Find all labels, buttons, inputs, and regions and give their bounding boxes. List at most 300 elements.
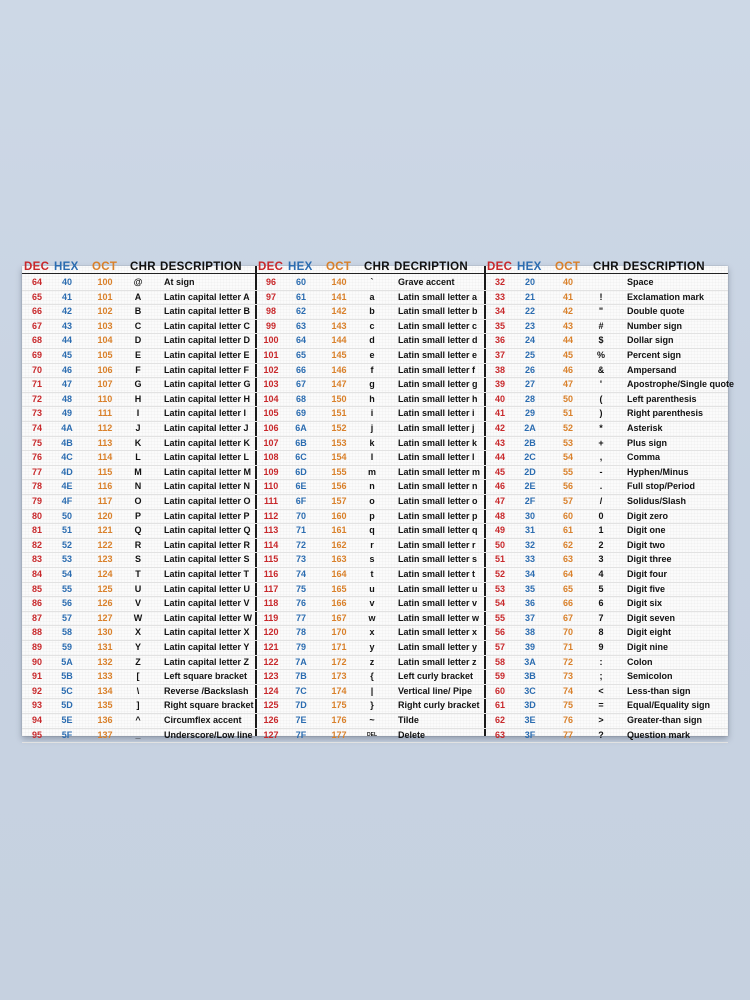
cell-dec: 46 — [494, 481, 505, 492]
cell-dec: 126 — [263, 715, 279, 725]
cell-dec: 54 — [494, 598, 505, 609]
cell-chr: x — [369, 627, 375, 638]
cell-chr: d — [369, 335, 375, 346]
cell-oct: 117 — [97, 496, 113, 506]
cell-chr: * — [599, 423, 603, 433]
cell-chr: + — [598, 437, 604, 448]
cell-chr: U — [134, 583, 142, 594]
cell-description: Ampersand — [627, 364, 677, 375]
cell-chr: ` — [370, 277, 374, 287]
cell-dec: 100 — [263, 335, 279, 346]
cell-chr: % — [596, 350, 605, 360]
cell-dec: 34 — [494, 306, 505, 317]
cell-description: Comma — [627, 452, 661, 463]
cell-hex: 76 — [295, 598, 306, 609]
cell-chr: ] — [136, 700, 140, 711]
cell-description: Digit six — [627, 598, 663, 609]
cell-oct: 46 — [562, 364, 573, 375]
cell-hex: 37 — [524, 612, 535, 623]
table-row — [22, 363, 728, 379]
cell-hex: 52 — [61, 539, 72, 550]
cell-chr: O — [134, 496, 142, 506]
cell-dec: 58 — [494, 656, 505, 667]
cell-dec: 122 — [263, 656, 279, 667]
cell-hex: 72 — [295, 539, 306, 550]
cell-chr: ) — [599, 408, 603, 419]
cell-description: Left square bracket — [164, 671, 248, 682]
header-dec: DEC — [24, 261, 50, 273]
cell-description: Latin capital letter L — [164, 452, 250, 463]
cell-chr: & — [597, 364, 605, 375]
cell-description: Grave accent — [398, 277, 455, 287]
cell-description: Latin capital letter T — [164, 569, 250, 579]
cell-dec: 47 — [494, 496, 505, 506]
cell-description: Latin small letter s — [398, 554, 478, 565]
cell-dec: 50 — [494, 539, 505, 550]
table-row — [22, 377, 734, 393]
cell-dec: 53 — [494, 583, 505, 594]
cell-dec: 38 — [494, 364, 505, 375]
cell-dec: 72 — [31, 393, 42, 404]
cell-oct: 162 — [331, 539, 347, 550]
cell-hex: 49 — [61, 408, 72, 419]
cell-dec: 37 — [494, 350, 505, 360]
cell-oct: 177 — [331, 729, 347, 740]
cell-chr: : — [599, 656, 603, 667]
table-row — [22, 728, 728, 744]
cell-oct: 62 — [562, 539, 573, 550]
cell-dec: 78 — [31, 481, 42, 492]
cell-chr: E — [134, 350, 141, 360]
header-description: DESCRIPTION — [160, 261, 242, 273]
cell-dec: 112 — [263, 510, 279, 521]
cell-description: Latin capital letter N — [164, 481, 251, 492]
cell-oct: 115 — [97, 466, 113, 477]
cell-description: Latin capital letter J — [164, 423, 249, 433]
cell-oct: 110 — [97, 393, 113, 404]
cell-hex: 30 — [524, 510, 535, 521]
cell-dec: 124 — [263, 685, 279, 696]
table-row — [22, 275, 728, 291]
cell-description: Latin capital letter A — [164, 291, 250, 302]
cell-dec: 116 — [263, 569, 279, 579]
cell-hex: 73 — [295, 554, 306, 565]
cell-hex: 3C — [524, 685, 536, 696]
cell-hex: 7C — [295, 685, 307, 696]
cell-dec: 113 — [263, 525, 279, 536]
cell-dec: 99 — [265, 320, 276, 331]
cell-description: Exclamation mark — [627, 291, 705, 302]
cell-hex: 26 — [524, 364, 535, 375]
table-row — [22, 421, 728, 437]
cell-hex: 67 — [295, 379, 306, 390]
cell-oct: 113 — [97, 437, 113, 448]
cell-dec: 62 — [494, 715, 505, 725]
cell-oct: 42 — [562, 306, 573, 317]
cell-chr: c — [369, 320, 375, 331]
cell-hex: 5A — [61, 656, 73, 667]
cell-chr: " — [598, 306, 604, 317]
cell-hex: 3B — [524, 671, 536, 682]
cell-chr: DEL — [367, 731, 377, 738]
cell-oct: 111 — [97, 408, 113, 419]
cell-hex: 79 — [295, 642, 306, 652]
cell-chr: o — [369, 496, 375, 506]
cell-dec: 68 — [31, 335, 42, 346]
ascii-table-canvas-print — [22, 261, 734, 740]
cell-hex: 47 — [61, 379, 72, 390]
cell-hex: 25 — [524, 350, 535, 360]
cell-hex: 35 — [524, 583, 535, 594]
cell-oct: 122 — [97, 539, 113, 550]
cell-oct: 103 — [97, 320, 113, 331]
table-row — [22, 655, 728, 671]
cell-dec: 79 — [31, 496, 42, 506]
cell-hex: 4D — [61, 466, 73, 477]
cell-oct: 151 — [331, 408, 347, 419]
cell-description: Dollar sign — [627, 335, 674, 346]
cell-dec: 33 — [494, 291, 505, 302]
cell-description: Double quote — [627, 306, 685, 317]
cell-dec: 82 — [31, 539, 42, 550]
cell-description: Latin small letter k — [398, 437, 478, 448]
cell-description: Latin capital letter R — [164, 539, 251, 550]
cell-chr: J — [135, 423, 141, 433]
cell-chr: Z — [135, 656, 141, 667]
cell-dec: 118 — [263, 598, 279, 609]
table-row — [22, 523, 728, 539]
cell-chr: n — [369, 481, 375, 492]
cell-dec: 41 — [494, 408, 505, 419]
table-row — [22, 406, 728, 422]
cell-description: Question mark — [627, 729, 691, 740]
cell-oct: 125 — [97, 583, 113, 594]
cell-chr: g — [369, 379, 375, 390]
cell-description: Hyphen/Minus — [627, 466, 689, 477]
cell-hex: 59 — [61, 642, 72, 652]
cell-dec: 85 — [31, 583, 42, 594]
cell-hex: 3F — [524, 729, 536, 740]
cell-dec: 97 — [265, 291, 276, 302]
cell-hex: 55 — [61, 583, 72, 594]
cell-chr: s — [369, 554, 375, 565]
cell-hex: 6D — [295, 466, 307, 477]
cell-chr: @ — [133, 277, 143, 287]
cell-description: Colon — [627, 656, 653, 667]
table-row — [22, 538, 728, 554]
cell-dec: 49 — [494, 525, 505, 536]
cell-oct: 152 — [331, 423, 347, 433]
cell-hex: 4A — [61, 423, 73, 433]
cell-hex: 4E — [61, 481, 73, 492]
cell-oct: 143 — [331, 320, 347, 331]
cell-oct: 51 — [562, 408, 573, 419]
cell-chr: / — [599, 496, 603, 506]
cell-dec: 117 — [263, 583, 279, 594]
table-row — [22, 582, 728, 598]
cell-oct: 107 — [97, 379, 113, 390]
cell-hex: 34 — [524, 569, 535, 579]
cell-dec: 109 — [263, 466, 279, 477]
cell-description: Latin small letter x — [398, 627, 478, 638]
cell-oct: 114 — [97, 452, 113, 463]
cell-oct: 101 — [97, 291, 113, 302]
table-row — [22, 290, 728, 306]
cell-dec: 98 — [265, 306, 276, 317]
header-dec: DEC — [487, 261, 513, 273]
cell-dec: 89 — [31, 642, 42, 652]
cell-chr: - — [599, 466, 603, 477]
cell-hex: 56 — [61, 598, 72, 609]
cell-oct: 153 — [331, 437, 347, 448]
cell-hex: 31 — [524, 525, 535, 536]
cell-chr: 4 — [598, 569, 604, 579]
cell-hex: 62 — [295, 306, 306, 317]
cell-oct: 157 — [331, 496, 347, 506]
cell-chr: K — [134, 437, 142, 448]
cell-chr: 2 — [598, 539, 604, 550]
cell-hex: 2F — [524, 496, 536, 506]
cell-description: Latin small letter i — [398, 408, 475, 419]
cell-chr: T — [135, 569, 141, 579]
cell-description: Latin capital letter O — [164, 496, 251, 506]
cell-oct: 105 — [97, 350, 113, 360]
cell-oct: 160 — [331, 510, 347, 521]
cell-dec: 69 — [31, 350, 42, 360]
cell-dec: 51 — [494, 554, 505, 565]
cell-dec: 40 — [494, 393, 505, 404]
cell-dec: 88 — [31, 627, 42, 638]
cell-chr: ( — [599, 393, 603, 404]
cell-description: Latin small letter m — [398, 466, 481, 477]
cell-description: Latin capital letter X — [164, 627, 250, 638]
cell-oct: 104 — [97, 335, 113, 346]
cell-description: Digit one — [627, 525, 666, 536]
cell-chr: z — [369, 656, 375, 667]
cell-chr: ' — [599, 379, 603, 390]
cell-chr: I — [136, 408, 140, 419]
table-row — [22, 669, 728, 685]
cell-oct: 43 — [562, 320, 573, 331]
table-row — [22, 348, 728, 364]
cell-oct: 135 — [97, 700, 113, 711]
cell-oct: 106 — [97, 364, 113, 375]
cell-chr: a — [369, 291, 375, 302]
cell-oct: 155 — [331, 466, 347, 477]
cell-hex: 21 — [524, 291, 535, 302]
cell-hex: 6A — [295, 423, 307, 433]
cell-dec: 101 — [263, 350, 279, 360]
table-row — [22, 698, 728, 714]
cell-oct: 156 — [331, 481, 347, 492]
cell-chr: M — [134, 466, 142, 477]
cell-hex: 61 — [295, 291, 306, 302]
cell-hex: 63 — [295, 320, 306, 331]
cell-chr: j — [370, 423, 374, 433]
cell-description: Latin small letter h — [398, 393, 478, 404]
cell-chr: u — [369, 583, 375, 594]
cell-hex: 7F — [295, 729, 307, 740]
cell-dec: 123 — [263, 671, 279, 682]
cell-hex: 70 — [295, 510, 306, 521]
cell-oct: 133 — [97, 671, 113, 682]
cell-oct: 134 — [97, 685, 113, 696]
table-row — [22, 450, 728, 466]
header-chr: CHR — [593, 261, 619, 273]
cell-oct: 52 — [562, 423, 573, 433]
cell-oct: 67 — [562, 612, 573, 623]
cell-chr: A — [134, 291, 142, 302]
cell-oct: 121 — [97, 525, 113, 536]
cell-description: Apostrophe/Single quote — [627, 379, 734, 390]
cell-hex: 58 — [61, 627, 72, 638]
cell-dec: 91 — [31, 671, 42, 682]
cell-dec: 90 — [31, 656, 42, 667]
cell-chr: W — [133, 612, 143, 623]
cell-description: Latin small letter a — [398, 291, 478, 302]
cell-hex: 6C — [295, 452, 307, 463]
cell-chr: S — [134, 554, 141, 565]
cell-hex: 28 — [524, 393, 535, 404]
cell-oct: 137 — [97, 729, 113, 740]
cell-hex: 27 — [524, 379, 535, 390]
cell-oct: 140 — [331, 277, 347, 287]
cell-hex: 7B — [295, 671, 307, 682]
cell-oct: 77 — [562, 729, 573, 740]
cell-description: Digit five — [627, 583, 666, 594]
cell-hex: 75 — [295, 583, 306, 594]
cell-hex: 6F — [295, 496, 307, 506]
table-row — [22, 304, 728, 320]
cell-description: Latin capital letter P — [164, 510, 250, 521]
cell-oct: 112 — [97, 423, 113, 433]
cell-oct: 56 — [562, 481, 573, 492]
table-row — [22, 494, 728, 510]
cell-description: Latin capital letter M — [164, 466, 252, 477]
cell-description: Semicolon — [627, 671, 673, 682]
cell-hex: 43 — [61, 320, 72, 331]
cell-chr: = — [598, 700, 604, 711]
cell-chr: ^ — [135, 715, 141, 725]
cell-description: Reverse /Backslash — [164, 685, 249, 696]
cell-dec: 43 — [494, 437, 505, 448]
cell-description: Latin capital letter S — [164, 554, 250, 565]
cell-chr: r — [370, 539, 374, 550]
table-row — [22, 436, 728, 452]
cell-oct: 146 — [331, 364, 347, 375]
cell-chr: F — [135, 364, 141, 375]
cell-oct: 65 — [562, 583, 573, 594]
cell-chr: Y — [134, 642, 141, 652]
cell-oct: 64 — [562, 569, 573, 579]
cell-description: Right parenthesis — [627, 408, 704, 419]
cell-dec: 120 — [263, 627, 279, 638]
cell-description: Right square bracket — [164, 700, 254, 711]
cell-oct: 132 — [97, 656, 113, 667]
cell-chr: X — [134, 627, 141, 638]
cell-oct: 176 — [331, 715, 347, 725]
cell-chr: C — [134, 320, 142, 331]
cell-dec: 59 — [494, 671, 505, 682]
cell-dec: 64 — [31, 277, 42, 287]
cell-dec: 55 — [494, 612, 505, 623]
cell-hex: 46 — [61, 364, 72, 375]
cell-hex: 7A — [295, 656, 307, 667]
cell-chr: ~ — [369, 715, 375, 725]
cell-dec: 36 — [494, 335, 505, 346]
cell-chr: 8 — [598, 627, 604, 638]
header-dec: DEC — [258, 261, 284, 273]
table-row — [22, 611, 728, 627]
cell-description: Latin small letter l — [398, 452, 475, 463]
cell-hex: 7D — [295, 700, 307, 711]
cell-oct: 70 — [562, 627, 573, 638]
table-row — [22, 392, 728, 408]
cell-description: Solidus/Slash — [627, 496, 687, 506]
table-row — [22, 333, 728, 349]
cell-oct: 166 — [331, 598, 347, 609]
cell-hex: 3D — [524, 700, 536, 711]
cell-oct: 60 — [562, 510, 573, 521]
cell-chr: l — [370, 452, 374, 463]
cell-chr: ? — [598, 729, 604, 740]
cell-hex: 7E — [295, 715, 307, 725]
cell-hex: 38 — [524, 627, 535, 638]
cell-dec: 35 — [494, 320, 505, 331]
cell-description: Space — [627, 277, 654, 287]
cell-chr: 7 — [598, 612, 604, 623]
cell-chr: $ — [598, 335, 604, 346]
cell-chr: k — [369, 437, 375, 448]
cell-dec: 92 — [31, 685, 42, 696]
cell-chr: ; — [599, 671, 603, 682]
cell-description: Less-than sign — [627, 685, 691, 696]
table-row — [22, 640, 728, 656]
cell-chr: v — [369, 598, 375, 609]
cell-chr: , — [599, 452, 603, 463]
cell-hex: 69 — [295, 408, 306, 419]
cell-description: Latin capital letter I — [164, 408, 247, 419]
table-row — [22, 684, 728, 700]
cell-oct: 123 — [97, 554, 113, 565]
cell-dec: 76 — [31, 452, 42, 463]
cell-description: Latin small letter r — [398, 539, 476, 550]
cell-dec: 127 — [263, 729, 279, 740]
header-hex: HEX — [517, 261, 542, 273]
cell-description: Latin small letter j — [398, 423, 475, 433]
cell-oct: 74 — [562, 685, 573, 696]
cell-description: Tilde — [398, 715, 419, 725]
cell-description: Latin capital letter U — [164, 583, 251, 594]
cell-description: Percent sign — [627, 350, 682, 360]
table-row — [22, 596, 728, 612]
cell-dec: 103 — [263, 379, 279, 390]
cell-description: Latin small letter y — [398, 642, 478, 652]
cell-description: Latin small letter b — [398, 306, 478, 317]
cell-description: Latin small letter g — [398, 379, 478, 390]
cell-hex: 4F — [61, 496, 73, 506]
header-hex: HEX — [54, 261, 79, 273]
cell-hex: 51 — [61, 525, 72, 536]
cell-hex: 20 — [524, 277, 535, 287]
cell-dec: 42 — [494, 423, 505, 433]
cell-description: Latin small letter t — [398, 569, 476, 579]
cell-chr: 0 — [598, 510, 604, 521]
table-row — [22, 552, 728, 568]
cell-oct: 175 — [331, 700, 347, 711]
cell-oct: 45 — [562, 350, 573, 360]
header-chr: CHR — [364, 261, 390, 273]
